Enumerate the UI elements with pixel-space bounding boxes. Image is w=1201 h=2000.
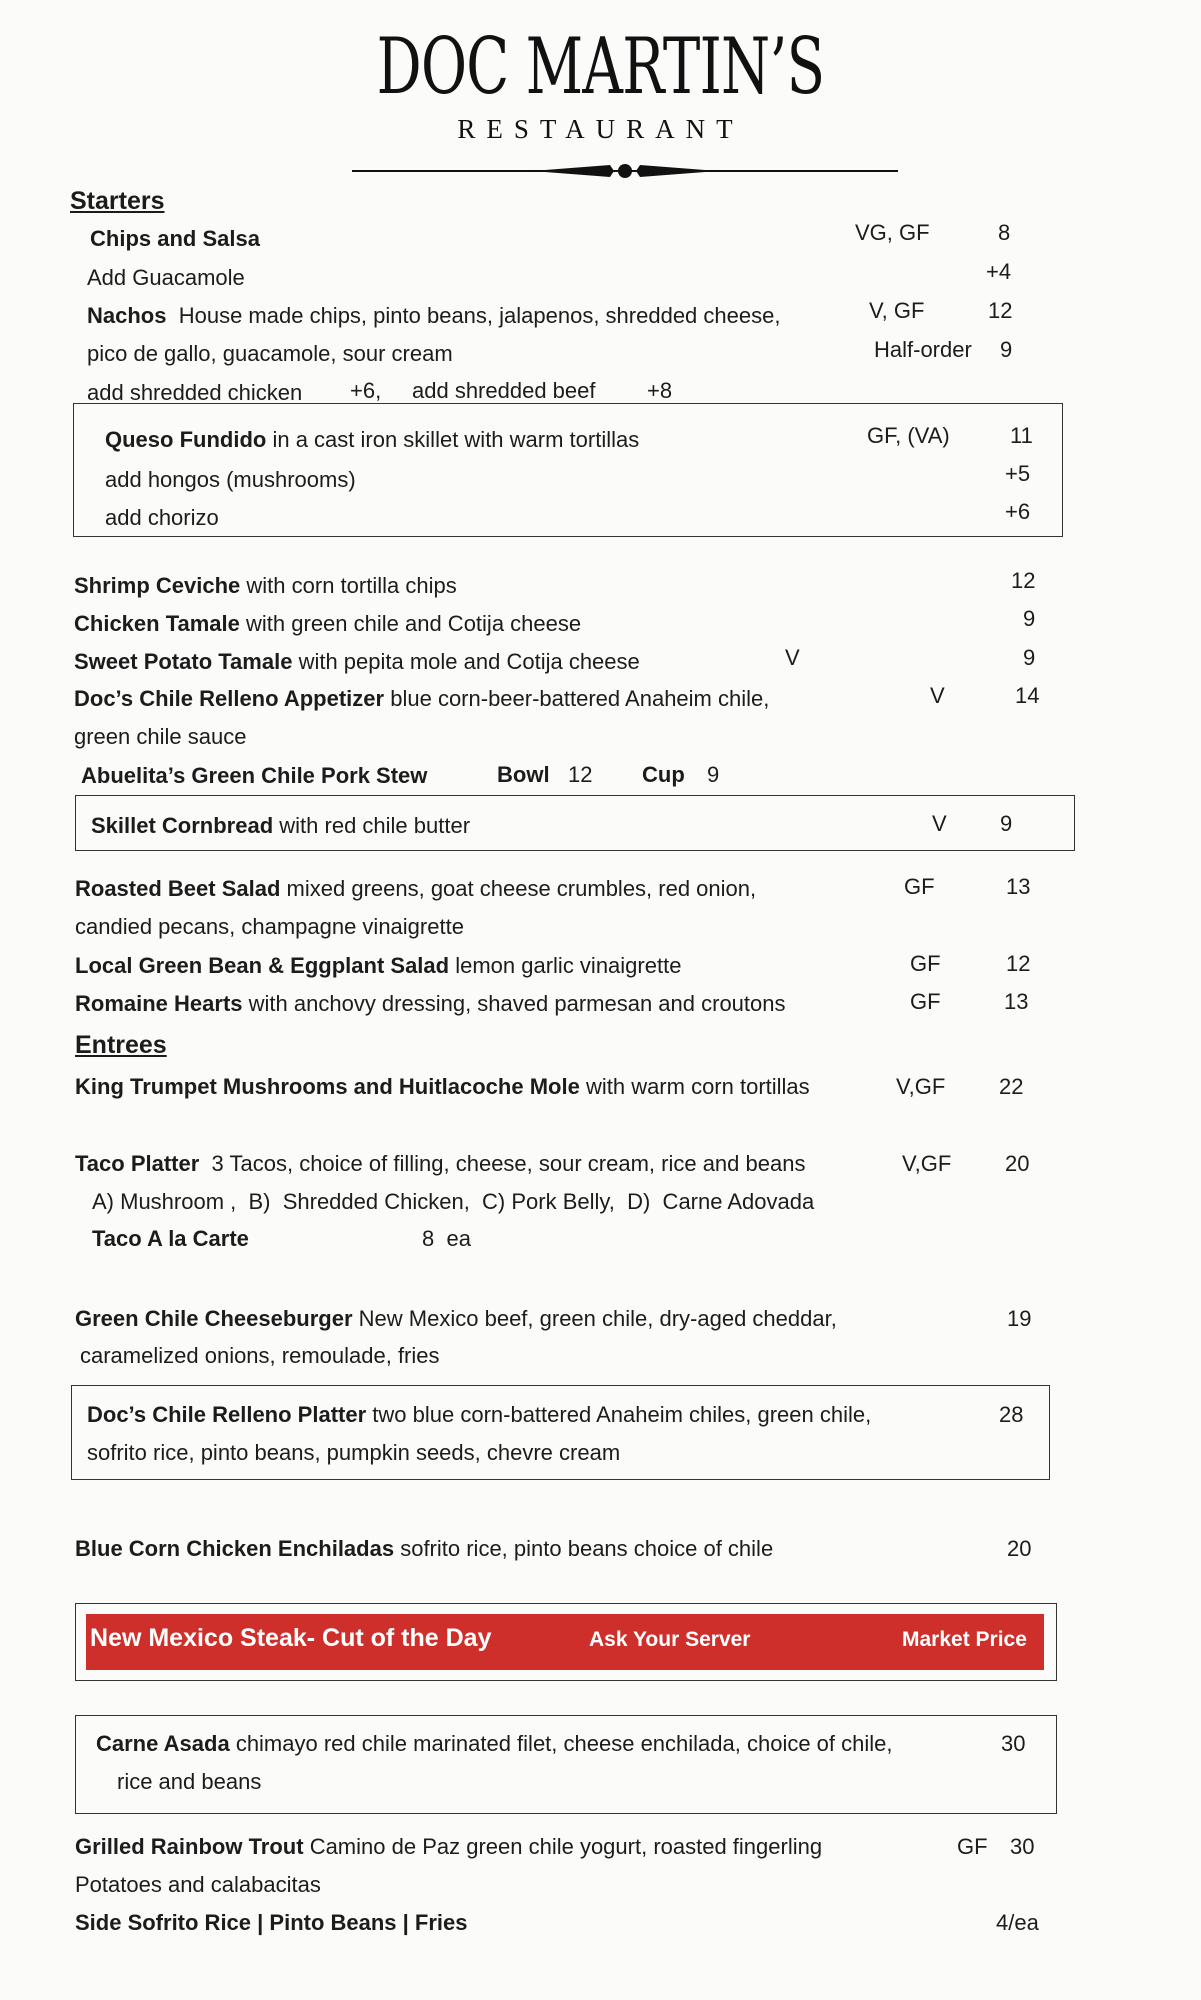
item-tags: GF	[957, 1834, 988, 1859]
item-price: 12	[1006, 951, 1031, 976]
menu-item-beet-salad	[75, 876, 756, 902]
item-desc-2: candied pecans, champagne vinaigrette	[75, 914, 464, 939]
taco-filling-options: A) Mushroom , B) Shredded Chicken, C) Pork Belly, D) Carne Adovada	[92, 1189, 815, 1214]
item-price: 13	[1006, 874, 1031, 899]
item-desc: two blue corn-battered Anaheim chiles, green chile,	[372, 1402, 872, 1427]
item-desc: with corn tortilla chips	[246, 573, 457, 598]
steak-price: Market Price	[902, 1628, 1027, 1651]
item-desc-2: sofrito rice, pinto beans, pumpkin seeds, chevre cream	[87, 1440, 621, 1465]
half-order-price: 9	[1000, 337, 1013, 362]
menu-item-nachos	[87, 303, 780, 329]
item-name: Chips and Salsa	[90, 226, 260, 251]
half-order-label: Half-order	[874, 337, 972, 362]
section-heading-starters: Starters	[70, 187, 165, 215]
menu-item-romaine	[75, 991, 786, 1017]
item-price: 9	[1000, 811, 1013, 836]
menu-item-relleno-platter	[87, 1402, 871, 1428]
item-desc: Camino de Paz green chile yogurt, roasted fingerling	[309, 1834, 823, 1859]
item-name: Doc’s Chile Relleno Platter	[87, 1402, 367, 1427]
restaurant-name: DOC MARTIN’S	[376, 22, 825, 112]
menu-item-chicken-tamale	[74, 611, 581, 637]
item-price: 9	[1023, 606, 1036, 631]
section-heading-entrees: Entrees	[75, 1031, 167, 1059]
menu-item-king-trumpet	[75, 1074, 810, 1100]
menu-item-cheeseburger	[75, 1306, 837, 1332]
item-price: 13	[1004, 989, 1029, 1014]
item-tags: V	[785, 645, 800, 670]
addon-chorizo: add chorizo	[105, 505, 219, 530]
item-desc-2: pico de gallo, guacamole, sour cream	[87, 341, 453, 366]
menu-item-carne-asada	[96, 1731, 893, 1757]
item-name: Roasted Beet Salad	[75, 876, 281, 901]
addon-price: +5	[1005, 461, 1031, 486]
item-price: 9	[1023, 645, 1036, 670]
item-name: Blue Corn Chicken Enchiladas	[75, 1536, 395, 1561]
item-price: 20	[1005, 1151, 1030, 1176]
item-tags: VG, GF	[855, 220, 930, 245]
item-price: 8	[998, 220, 1011, 245]
item-desc: lemon garlic vinaigrette	[455, 953, 682, 978]
item-name: Doc’s Chile Relleno Appetizer	[74, 686, 385, 711]
item-desc: blue corn-beer-battered Anaheim chile,	[390, 686, 770, 711]
menu-item-cornbread	[91, 813, 470, 839]
sides-item: Side Sofrito Rice | Pinto Beans | Fries	[75, 1910, 468, 1935]
cup-label: Cup	[642, 762, 685, 787]
taco-a-la-carte-label: Taco A la Carte	[92, 1226, 249, 1251]
sides-price: 4/ea	[996, 1910, 1039, 1935]
item-desc: with anchovy dressing, shaved parmesan and croutons	[248, 991, 786, 1016]
item-price: 30	[1010, 1834, 1035, 1859]
item-desc: House made chips, pinto beans, jalapenos, shredded cheese,	[178, 303, 781, 328]
item-name: Sweet Potato Tamale	[74, 649, 293, 674]
item-name: Green Chile Cheeseburger	[75, 1306, 353, 1331]
item-tags: V	[932, 811, 947, 836]
addon-mushrooms: add hongos (mushrooms)	[105, 467, 356, 492]
item-tags: V	[930, 683, 945, 708]
addon-price: +6	[1005, 499, 1031, 524]
item-price: 11	[1010, 423, 1033, 448]
item-name: Grilled Rainbow Trout	[75, 1834, 304, 1859]
item-desc: with pepita mole and Cotija cheese	[298, 649, 640, 674]
item-name: Queso Fundido	[105, 427, 267, 452]
addon-text: Add Guacamole	[87, 265, 245, 290]
addon-chicken-price: +6,	[350, 378, 382, 403]
steak-banner	[86, 1614, 1044, 1670]
addon-price: +4	[986, 259, 1012, 284]
item-name: Abuelita’s Green Chile Pork Stew	[81, 763, 428, 788]
item-desc-2: rice and beans	[117, 1769, 262, 1794]
item-desc: New Mexico beef, green chile, dry-aged cheddar,	[358, 1306, 837, 1331]
item-desc-2: caramelized onions, remoulade, fries	[80, 1343, 440, 1368]
item-price: 22	[999, 1074, 1024, 1099]
steak-ask-server: Ask Your Server	[589, 1628, 751, 1651]
item-price: 28	[999, 1402, 1024, 1427]
menu-item-ceviche	[74, 573, 457, 599]
item-tags: GF	[910, 989, 941, 1014]
item-tags: GF, (VA)	[867, 423, 950, 448]
item-tags: V, GF	[869, 298, 925, 323]
bowl-label: Bowl	[497, 762, 550, 787]
menu-item-relleno-appetizer	[74, 686, 769, 712]
item-name: Skillet Cornbread	[91, 813, 274, 838]
item-desc: with warm corn tortillas	[585, 1074, 810, 1099]
item-tags: GF	[910, 951, 941, 976]
item-name: Shrimp Ceviche	[74, 573, 241, 598]
item-name: Chicken Tamale	[74, 611, 240, 636]
menu-item-enchiladas	[75, 1536, 773, 1562]
item-price: 12	[1011, 568, 1036, 593]
item-desc: chimayo red chile marinated filet, cheese enchilada, choice of chile,	[235, 1731, 893, 1756]
menu-item-sweet-potato-tamale	[74, 649, 640, 675]
item-desc: in a cast iron skillet with warm tortillas	[272, 427, 640, 452]
cup-price: 9	[707, 762, 720, 787]
item-price: 19	[1007, 1306, 1032, 1331]
item-desc: 3 Tacos, choice of filling, cheese, sour cream, rice and beans	[211, 1151, 806, 1176]
item-desc: with green chile and Cotija cheese	[246, 611, 582, 636]
taco-a-la-carte-price: 8 ea	[422, 1226, 471, 1251]
item-price: 12	[988, 298, 1013, 323]
menu-item-trout	[75, 1834, 822, 1860]
item-desc: with red chile butter	[279, 813, 471, 838]
steak-name: New Mexico Steak- Cut of the Day	[90, 1624, 492, 1652]
menu-item-queso	[105, 427, 639, 453]
item-desc: sofrito rice, pinto beans choice of chile	[400, 1536, 774, 1561]
carne-asada-box	[75, 1715, 1057, 1814]
item-tags: V,GF	[896, 1074, 946, 1099]
item-tags: GF	[904, 874, 935, 899]
bowl-price: 12	[568, 762, 593, 787]
item-price: 20	[1007, 1536, 1032, 1561]
item-name: Carne Asada	[96, 1731, 230, 1756]
addon-beef: add shredded beef	[412, 378, 596, 403]
ornament-divider-icon	[352, 160, 898, 182]
menu-item-taco-platter	[75, 1151, 805, 1177]
item-tags: V,GF	[902, 1151, 952, 1176]
item-desc: mixed greens, goat cheese crumbles, red onion,	[286, 876, 757, 901]
item-name: Nachos	[87, 303, 167, 328]
item-name: Local Green Bean & Eggplant Salad	[75, 953, 450, 978]
item-price: 14	[1015, 683, 1040, 708]
item-name: Taco Platter	[75, 1151, 200, 1176]
item-desc-2: Potatoes and calabacitas	[75, 1872, 321, 1897]
item-name: King Trumpet Mushrooms and Huitlacoche Mole	[75, 1074, 580, 1099]
item-desc-2: green chile sauce	[74, 724, 247, 749]
menu-item-green-bean-salad	[75, 953, 681, 979]
item-name: Romaine Hearts	[75, 991, 243, 1016]
item-price: 30	[1001, 1731, 1026, 1756]
addon-beef-price: +8	[647, 378, 673, 403]
addon-chicken: add shredded chicken	[87, 380, 303, 405]
restaurant-subtitle: RESTAURANT	[457, 114, 744, 144]
